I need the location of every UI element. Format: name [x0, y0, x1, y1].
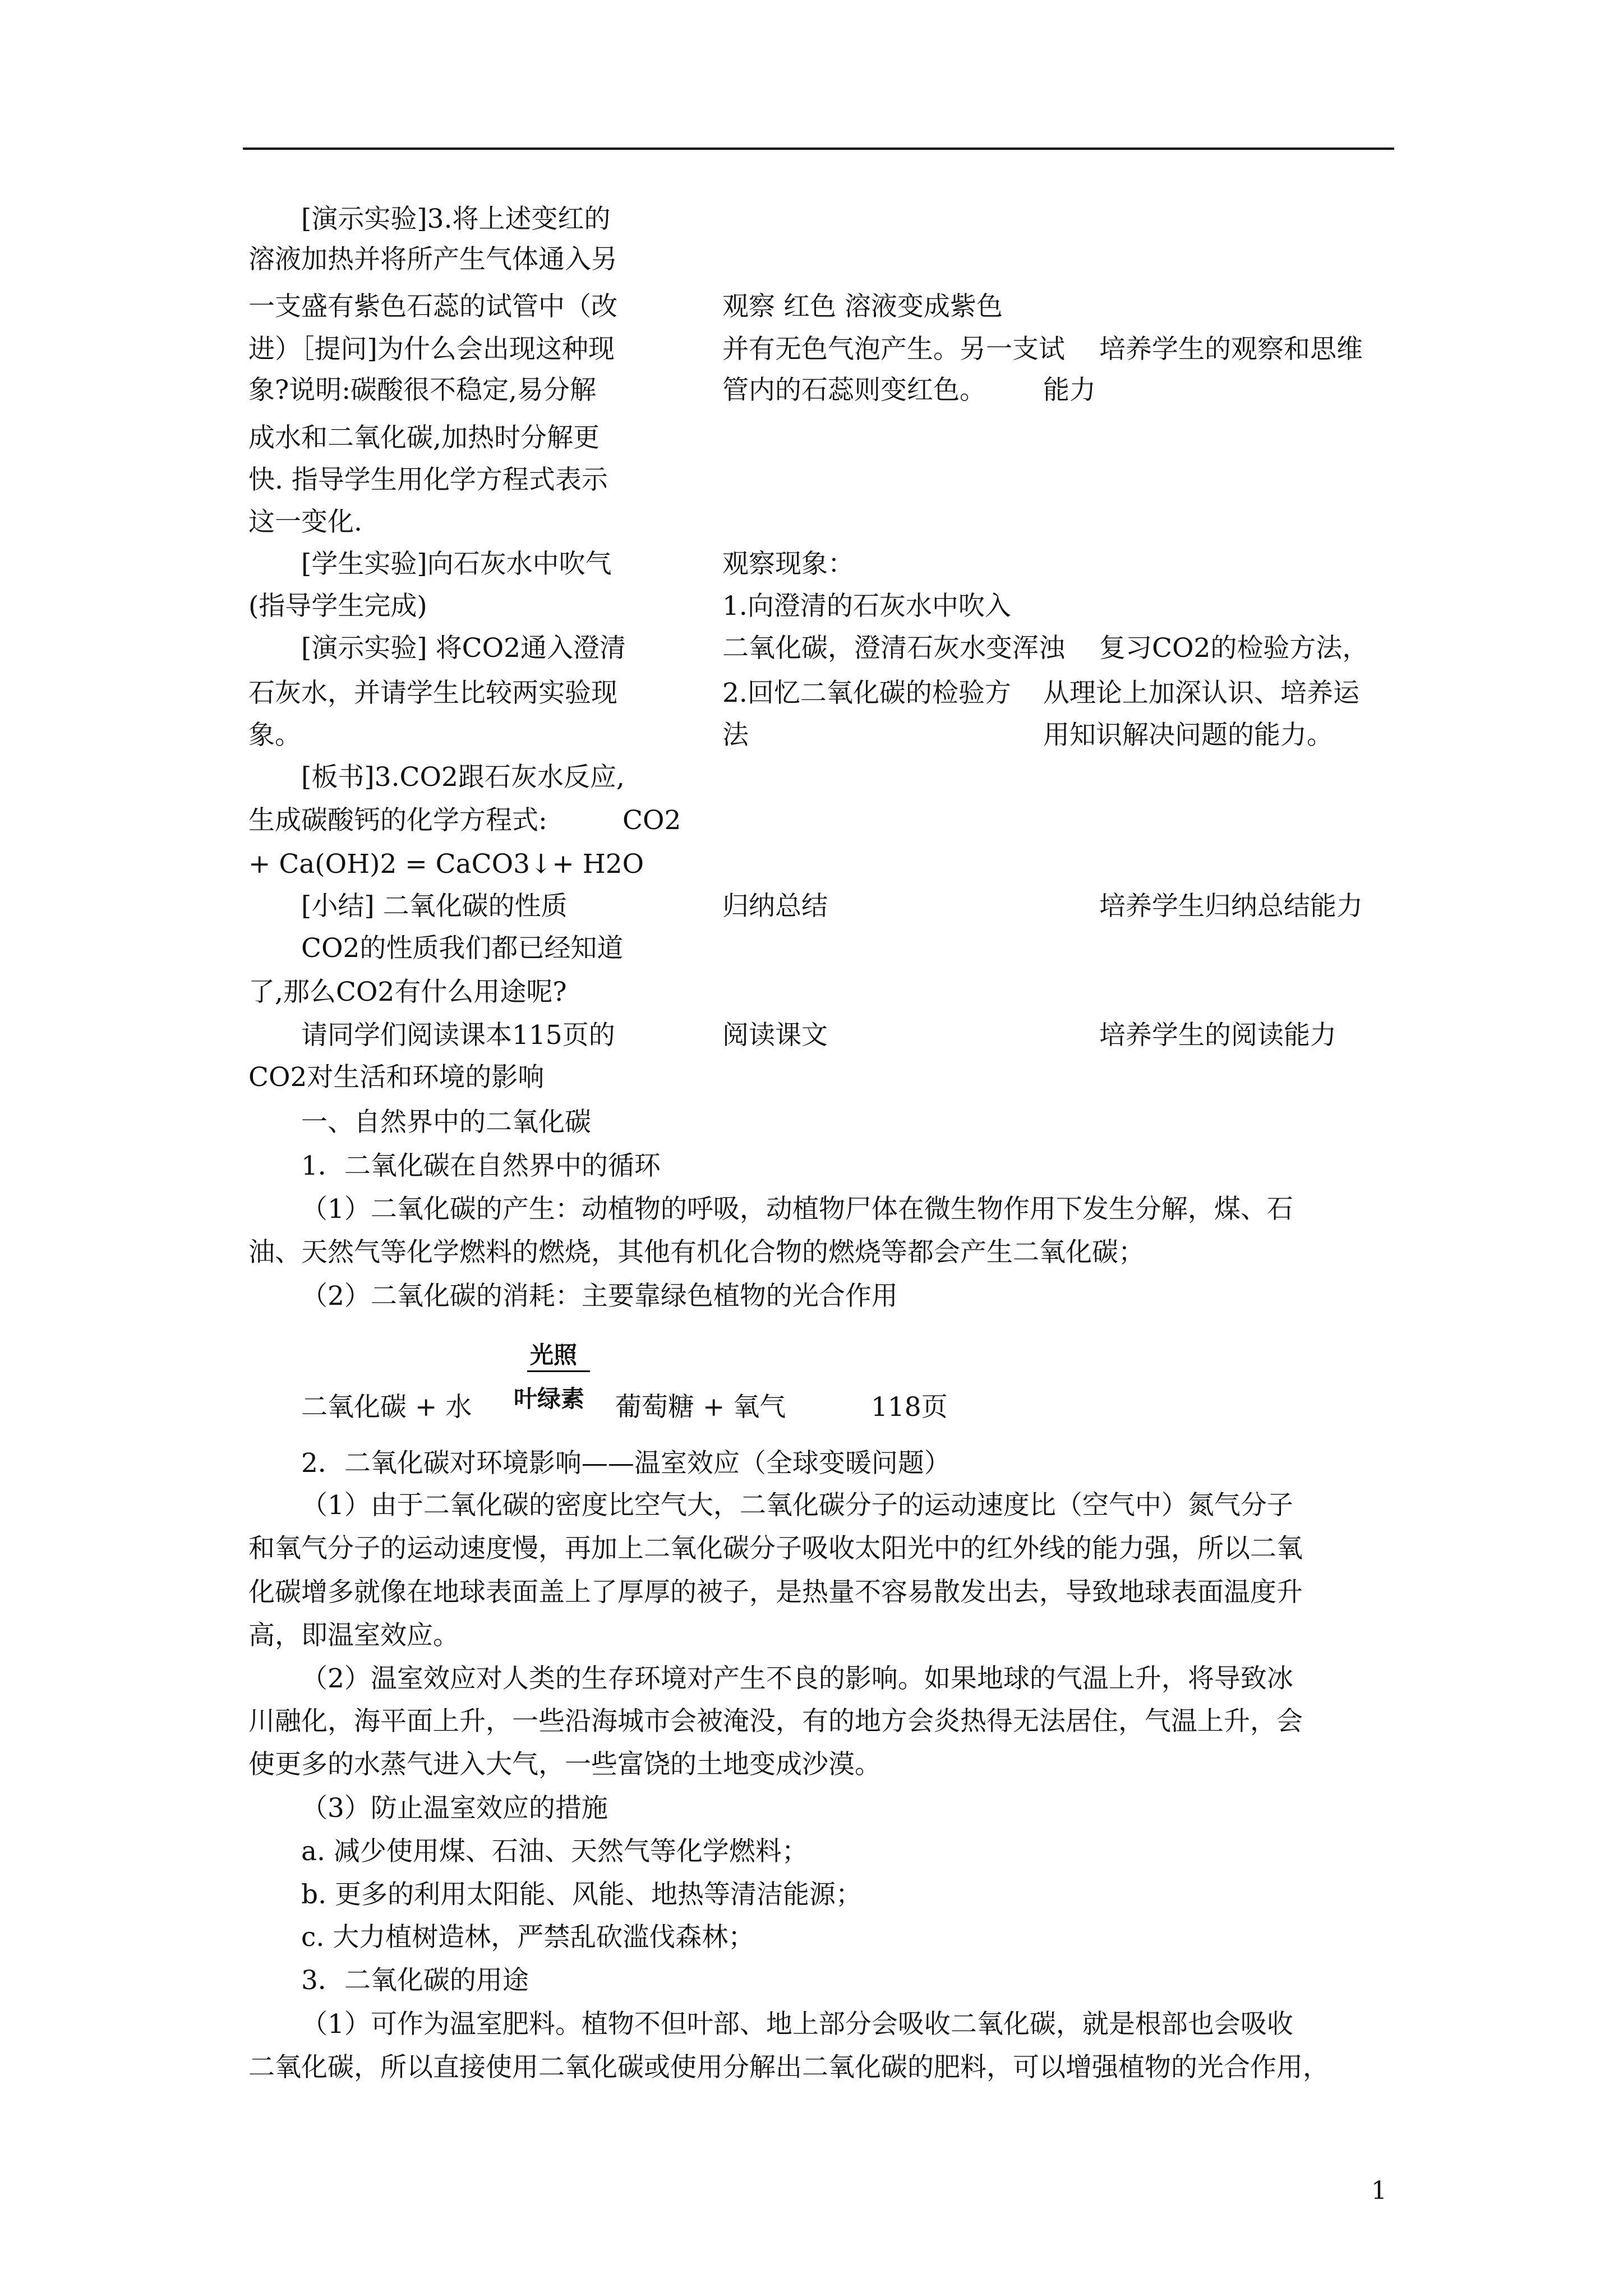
table-cell: 请同学们阅读课本115页的	[301, 1020, 615, 1051]
table-cell: 二氧化碳，澄清石灰水变浑浊	[722, 633, 1065, 664]
paragraph-line: 高，即温室效应。	[248, 1620, 459, 1651]
paragraph-line: （2）温室效应对人类的生存环境对产生不良的影响。如果地球的气温上升，将导致冰	[301, 1663, 1293, 1694]
table-cell: CO2对生活和环境的影响	[248, 1062, 545, 1093]
paragraph-line: 化碳增多就像在地球表面盖上了厚厚的被子，是热量不容易散发出去，导致地球表面温度升	[248, 1577, 1303, 1608]
paragraph-line: （3）防止温室效应的措施	[301, 1793, 608, 1824]
list-item: a. 减少使用煤、石油、天然气等化学燃料；	[301, 1836, 808, 1867]
table-cell: 这一变化.	[248, 507, 362, 537]
equation-arrow-line	[527, 1370, 590, 1372]
table-cell: 法	[722, 720, 749, 751]
paragraph-line: 使更多的水蒸气进入大气，一些富饶的土地变成沙漠。	[248, 1749, 881, 1780]
table-cell: 复习CO2的检验方法，	[1099, 633, 1369, 664]
table-cell: [演示实验] 将CO2通入澄清	[301, 633, 626, 664]
table-cell: [学生实验]向石灰水中吹气	[301, 549, 612, 579]
equation-condition-below: 叶绿素	[514, 1385, 585, 1412]
table-cell: 并有无色气泡产生。另一支试	[722, 334, 1065, 365]
table-cell: 了,那么CO2有什么用途呢?	[248, 977, 567, 1007]
paragraph-line: （1）二氧化碳的产生：动植物的呼吸，动植物尸体在微生物作用下发生分解，煤、石	[301, 1194, 1293, 1225]
table-cell: (指导学生完成)	[248, 591, 427, 622]
table-cell: 2.回忆二氧化碳的检验方	[722, 678, 1011, 708]
page-reference: 118页	[871, 1392, 948, 1423]
subsection-heading: 3．二氧化碳的用途	[301, 1965, 529, 1996]
paragraph-line: （2）二氧化碳的消耗：主要靠绿色植物的光合作用	[301, 1281, 898, 1312]
table-cell: 象?说明:碳酸很不稳定,易分解	[248, 375, 596, 406]
equation-products: 葡萄糖 + 氧气	[615, 1392, 786, 1423]
paragraph-line: 二氧化碳，所以直接使用二氧化碳或使用分解出二氧化碳的肥料，可以增强植物的光合作用，	[248, 2052, 1329, 2083]
table-cell: 一支盛有紫色石蕊的试管中（改	[248, 291, 617, 322]
table-cell: 用知识解决问题的能力。	[1043, 720, 1333, 751]
subsection-heading: 1．二氧化碳在自然界中的循环	[301, 1151, 661, 1181]
paragraph-line: 川融化，海平面上升，一些沿海城市会被淹没，有的地方会炎热得无法居住，气温上升，会	[248, 1706, 1303, 1737]
table-cell: 生成碳酸钙的化学方程式:	[248, 805, 547, 836]
header-rule	[243, 148, 1394, 150]
subsection-heading: 2．二氧化碳对环境影响——温室效应（全球变暖问题）	[301, 1448, 951, 1479]
paragraph-line: 油、天然气等化学燃料的燃烧，其他有机化合物的燃烧等都会产生二氧化碳；	[248, 1237, 1145, 1268]
table-cell: 1.向澄清的石灰水中吹入	[722, 591, 1011, 622]
page-number: 1	[1371, 2177, 1387, 2205]
table-cell: + Ca(OH)2 = CaCO3↓+ H2O	[248, 849, 644, 880]
table-cell: [板书]3.CO2跟石灰水反应,	[301, 762, 625, 793]
table-cell: 进）［提问]为什么会出现这种现	[248, 334, 615, 365]
paragraph-line: 和氧气分子的运动速度慢，再加上二氧化碳分子吸收太阳光中的红外线的能力强，所以二氧	[248, 1533, 1303, 1564]
list-item: c. 大力植树造林，严禁乱砍滥伐森林；	[301, 1922, 755, 1953]
table-cell: 阅读课文	[722, 1020, 828, 1051]
table-cell: 归纳总结	[722, 891, 828, 922]
paragraph-line: （1）可作为温室肥料。植物不但叶部、地上部分会吸收二氧化碳，就是根部也会吸收	[301, 2009, 1293, 2040]
table-cell: 从理论上加深认识、培养运	[1043, 678, 1359, 708]
table-cell: 管内的石蕊则变红色。	[722, 375, 986, 406]
table-cell: 象。	[248, 720, 301, 751]
list-item: b. 更多的利用太阳能、风能、地热等清洁能源；	[301, 1879, 862, 1910]
equation-reactants: 二氧化碳 + 水	[301, 1392, 472, 1423]
table-cell: 观察现象：	[722, 549, 854, 579]
table-cell: 成水和二氧化碳,加热时分解更	[248, 422, 600, 453]
equation-condition-above: 光照	[530, 1341, 578, 1369]
table-cell: CO2	[623, 805, 681, 836]
table-cell: 石灰水，并请学生比较两实验现	[248, 678, 617, 708]
table-cell: 溶液加热并将所产生气体通入另	[248, 244, 617, 275]
table-cell: 培养学生的阅读能力	[1099, 1020, 1336, 1051]
paragraph-line: （1）由于二氧化碳的密度比空气大，二氧化碳分子的运动速度比（空气中）氮气分子	[301, 1490, 1293, 1521]
table-cell: 培养学生归纳总结能力	[1099, 891, 1363, 922]
table-cell: CO2的性质我们都已经知道	[301, 933, 624, 964]
table-cell: 观察 红色 溶液变成紫色	[722, 291, 1003, 322]
section-heading: 一、自然界中的二氧化碳	[301, 1107, 591, 1138]
table-cell: 培养学生的观察和思维	[1099, 334, 1363, 365]
table-cell: [小结] 二氧化碳的性质	[301, 891, 568, 922]
table-cell: 能力	[1043, 375, 1096, 406]
table-cell: 快. 指导学生用化学方程式表示	[248, 464, 608, 495]
table-cell: [演示实验]3.将上述变红的	[301, 204, 611, 234]
